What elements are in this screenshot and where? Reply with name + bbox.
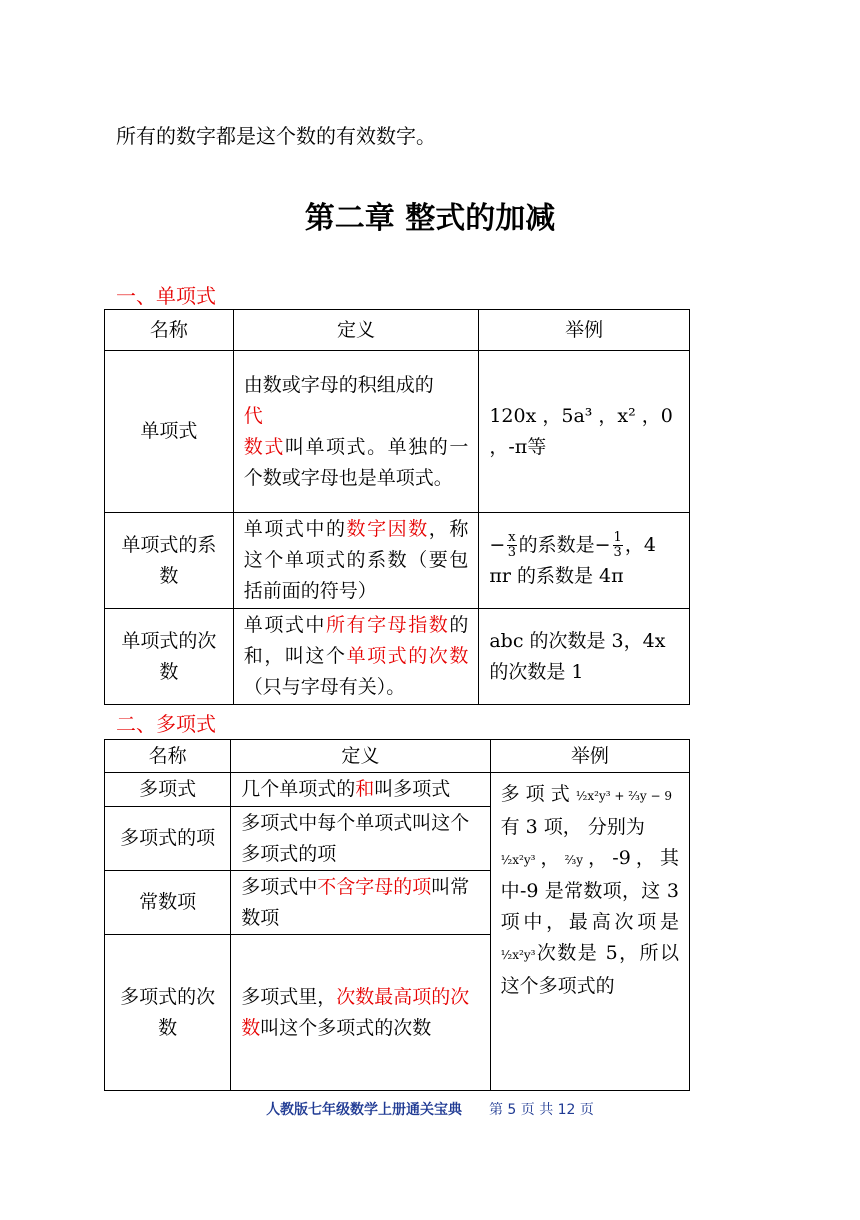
table-row xyxy=(105,513,690,609)
section-heading-monomial: 一、单项式 xyxy=(116,284,216,308)
table-row xyxy=(105,351,690,513)
chapter-title: 第二章 整式的加减 xyxy=(304,201,556,236)
row-definition: 单项式中所有字母指数的和，叫这个单项式的次数（只与字母有关）。 xyxy=(233,609,479,705)
row-example: abc 的次数是 3，4x 的次数是 1 xyxy=(479,609,690,705)
row-definition: 多项式中不含字母的项叫常数项 xyxy=(231,871,490,935)
table-row xyxy=(105,609,690,705)
row-definition: 多项式中每个单项式叫这个多项式的项 xyxy=(231,807,490,871)
polynomial-table xyxy=(104,739,690,1091)
row-definition: 由数或字母的积组成的 代 数式叫单项式。单独的一个数或字母也是单项式。 xyxy=(233,351,479,513)
header-example: 举例 xyxy=(490,740,689,773)
row-definition: 几个单项式的和叫多项式 xyxy=(231,773,490,807)
header-name: 名称 xyxy=(105,740,231,773)
footer-page-number: 第 5 页 共 12 页 xyxy=(488,1102,594,1118)
footer-book-title: 人教版七年级数学上册通关宝典 xyxy=(266,1102,463,1118)
row-name: 单项式的次数 xyxy=(105,609,234,705)
row-definition: 多项式里，次数最高项的次数叫这个多项式的次数 xyxy=(231,935,490,1091)
header-name: 名称 xyxy=(105,310,234,351)
header-example: 举例 xyxy=(479,310,690,351)
row-name: 多项式的次数 xyxy=(105,935,231,1091)
row-definition: 单项式中的数字因数，称这个单项式的系数（要包括前面的符号） xyxy=(233,513,479,609)
polynomial-example: 多 项 式 ½x²y³ + ⅔y − 9 有 3 项， 分别为 ½x²y³，⅔y，-9，其中-9 是常数项，这 3 项中，最高次项是 ½x²y³次数是 5，所以这个多项式的 xyxy=(490,773,689,1091)
fraction: $\frac{1}{3}$ xyxy=(613,530,622,560)
row-name: 多项式 xyxy=(105,773,231,807)
header-definition: 定义 xyxy=(233,310,479,351)
intro-line: 所有的数字都是这个数的有效数字。 xyxy=(116,124,436,148)
section-heading-polynomial: 二、多项式 xyxy=(116,712,216,736)
page-footer xyxy=(0,1099,860,1119)
row-name: 单项式 xyxy=(105,351,234,513)
row-name: 多项式的项 xyxy=(105,807,231,871)
fraction: $\frac{x}{3}$ xyxy=(507,530,517,560)
row-example: 120x ，5a³ ，x² ，0 ，-π等 xyxy=(479,351,690,513)
header-definition: 定义 xyxy=(231,740,490,773)
row-name: 单项式的系数 xyxy=(105,513,234,609)
row-name: 常数项 xyxy=(105,871,231,935)
table-row xyxy=(105,773,690,807)
table-header-row xyxy=(105,310,690,351)
row-example: − $\frac{x}{3}$ 的系数是− $\frac{1}{3}$ ，4 πr 的系数是 4π xyxy=(479,513,690,609)
table-header-row xyxy=(105,740,690,773)
monomial-table xyxy=(104,309,690,705)
